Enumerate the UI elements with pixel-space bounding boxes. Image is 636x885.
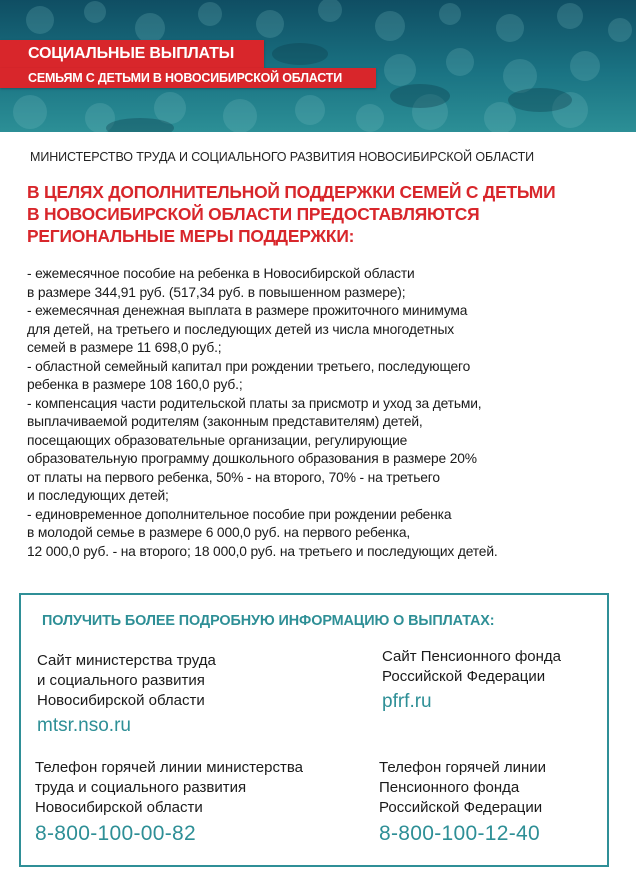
heading-line: В НОВОСИБИРСКОЙ ОБЛАСТИ ПРЕДОСТАВЛЯЮТСЯ bbox=[27, 204, 480, 224]
body-line: для детей, на третьего и последующих детей из числа многодетных bbox=[27, 321, 455, 337]
body-line: - областной семейный капитал при рождении третьего, последующего bbox=[27, 358, 471, 374]
pension-site-link[interactable]: pfrf.ru bbox=[382, 691, 432, 712]
label-line: труда и социального развития bbox=[35, 779, 247, 796]
support-measures-list bbox=[27, 265, 627, 561]
pension-site-label bbox=[382, 647, 561, 687]
label-line: Телефон горячей линии министерства bbox=[35, 759, 303, 776]
label-line: Новосибирской области bbox=[37, 692, 205, 709]
label-line: Российской Федерации bbox=[382, 668, 546, 685]
banner-subtitle: СЕМЬЯМ С ДЕТЬМИ В НОВОСИБИРСКОЙ ОБЛАСТИ bbox=[0, 68, 376, 88]
body-line: 12 000,0 руб. - на второго; 18 000,0 руб. на третьего и последующих детей. bbox=[27, 543, 498, 559]
ministry-site-block bbox=[37, 651, 216, 739]
label-line: Телефон горячей линии bbox=[379, 759, 547, 776]
ministry-phone-label bbox=[35, 758, 303, 818]
body-line: - ежемесячная денежная выплата в размере прожиточного минимума bbox=[27, 303, 468, 318]
label-line: Сайт министерства труда bbox=[37, 652, 216, 669]
label-line: Российской Федерации bbox=[379, 799, 543, 816]
header-banner bbox=[0, 0, 636, 132]
body-line: от платы на первого ребенка, 50% - на второго, 70% - на третьего bbox=[27, 469, 440, 485]
label-line: Пенсионного фонда bbox=[379, 779, 520, 796]
ministry-phone-block bbox=[35, 758, 303, 848]
body-line: ребенка в размере 108 160,0 руб.; bbox=[27, 377, 243, 392]
ministry-phone-number[interactable]: 8-800-100-00-82 bbox=[35, 822, 196, 845]
label-line: и социального развития bbox=[37, 672, 205, 689]
ministry-site-link[interactable]: mtsr.nso.ru bbox=[37, 715, 131, 736]
main-heading bbox=[27, 181, 617, 247]
body-line: - единовременное дополнительное пособие при рождении ребенка bbox=[27, 506, 452, 522]
ministry-name: МИНИСТЕРСТВО ТРУДА И СОЦИАЛЬНОГО РАЗВИТИЯ НОВОСИБИРСКОЙ ОБЛАСТИ bbox=[30, 150, 535, 164]
banner-title: СОЦИАЛЬНЫЕ ВЫПЛАТЫ bbox=[0, 40, 264, 68]
heading-line: В ЦЕЛЯХ ДОПОЛНИТЕЛЬНОЙ ПОДДЕРЖКИ СЕМЕЙ С ДЕТЬМИ bbox=[27, 182, 556, 202]
label-line: Сайт Пенсионного фонда bbox=[382, 648, 562, 665]
body-line: - компенсация части родительской платы за присмотр и уход за детьми, bbox=[27, 395, 482, 411]
body-line: и последующих детей; bbox=[27, 488, 169, 503]
body-line: посещающих образовательные организации, регулирующие bbox=[27, 432, 408, 448]
info-title: ПОЛУЧИТЬ БОЛЕЕ ПОДРОБНУЮ ИНФОРМАЦИЮ О ВЫПЛАТАХ: bbox=[42, 613, 495, 629]
body-line: в размере 344,91 руб. (517,34 руб. в повышенном размере); bbox=[27, 284, 406, 300]
body-line: - ежемесячное пособие на ребенка в Новосибирской области bbox=[27, 266, 415, 281]
heading-line: РЕГИОНАЛЬНЫЕ МЕРЫ ПОДДЕРЖКИ: bbox=[27, 226, 355, 246]
pension-phone-label bbox=[379, 758, 546, 818]
body-line: в молодой семье в размере 6 000,0 руб. на первого ребенка, bbox=[27, 525, 411, 540]
pension-phone-block bbox=[379, 758, 546, 848]
body-line: образовательную программу дошкольного образования в размере 20% bbox=[27, 451, 477, 466]
label-line: Новосибирской области bbox=[35, 799, 203, 816]
info-box bbox=[19, 593, 609, 867]
ministry-site-label bbox=[37, 651, 216, 711]
body-line: семей в размере 11 698,0 руб.; bbox=[27, 340, 222, 355]
pension-site-block bbox=[382, 647, 561, 715]
body-line: выплачиваемой родителям (законным представителям) детей, bbox=[27, 414, 423, 429]
pension-phone-number[interactable]: 8-800-100-12-40 bbox=[379, 822, 540, 845]
